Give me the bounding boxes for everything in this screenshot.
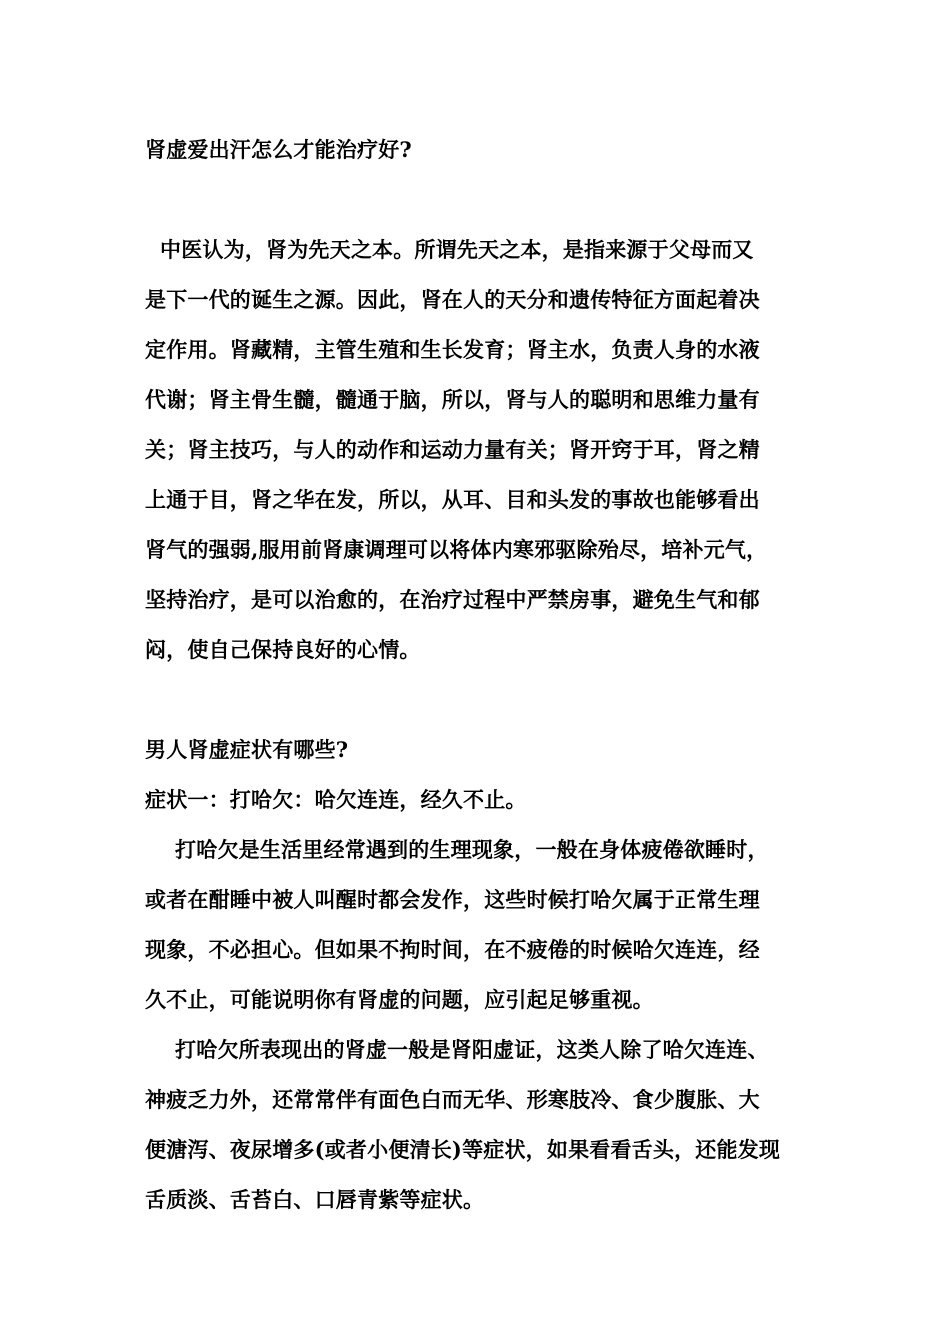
paragraph-line: 中医认为，肾为先天之本。所谓先天之本，是指来源于父母而又 — [145, 237, 754, 262]
section-heading: 男人肾虚症状有哪些? — [145, 737, 349, 762]
paragraph-line: 上通于目，肾之华在发，所以，从耳、目和头发的事故也能够看出 — [145, 487, 760, 512]
symptom-title: 症状一：打哈欠：哈欠连连，经久不止。 — [145, 787, 527, 812]
paragraph-line: 定作用。肾藏精，主管生殖和生长发育；肾主水，负责人身的水液 — [145, 337, 760, 362]
paragraph-line: 便溏泻、夜尿增多(或者小便清长)等症状，如果看看舌头，还能发现 — [145, 1137, 781, 1162]
paragraph-line: 肾气的强弱,服用前肾康调理可以将体内寒邪驱除殆尽，培补元气， — [145, 537, 768, 562]
paragraph-line: 闷，使自己保持良好的心情。 — [145, 637, 421, 662]
paragraph-line: 代谢；肾主骨生髓，髓通于脑，所以，肾与人的聪明和思维力量有 — [145, 387, 760, 412]
paragraph-line: 打哈欠所表现出的肾虚一般是肾阳虚证，这类人除了哈欠连连、 — [145, 1037, 769, 1062]
paragraph-line: 关；肾主技巧，与人的动作和运动力量有关；肾开窍于耳，肾之精 — [145, 437, 760, 462]
paragraph-line: 舌质淡、舌苔白、口唇青紫等症状。 — [145, 1187, 485, 1212]
paragraph-line: 是下一代的诞生之源。因此，肾在人的天分和遗传特征方面起着决 — [145, 287, 760, 312]
paragraph-line: 久不止，可能说明你有肾虚的问题，应引起足够重视。 — [145, 987, 654, 1012]
document-title: 肾虚爱出汗怎么才能治疗好? — [145, 137, 412, 162]
paragraph-line: 或者在酣睡中被人叫醒时都会发作，这些时候打哈欠属于正常生理 — [145, 887, 760, 912]
paragraph-line: 坚持治疗，是可以治愈的，在治疗过程中严禁房事，避免生气和郁 — [145, 587, 760, 612]
paragraph-line: 打哈欠是生活里经常遇到的生理现象，一般在身体疲倦欲睡时， — [145, 837, 769, 862]
paragraph-line: 神疲乏力外，还常常伴有面色白而无华、形寒肢冷、食少腹胀、大 — [145, 1087, 760, 1112]
paragraph-line: 现象，不必担心。但如果不拘时间，在不疲倦的时候哈欠连连，经 — [145, 937, 760, 962]
